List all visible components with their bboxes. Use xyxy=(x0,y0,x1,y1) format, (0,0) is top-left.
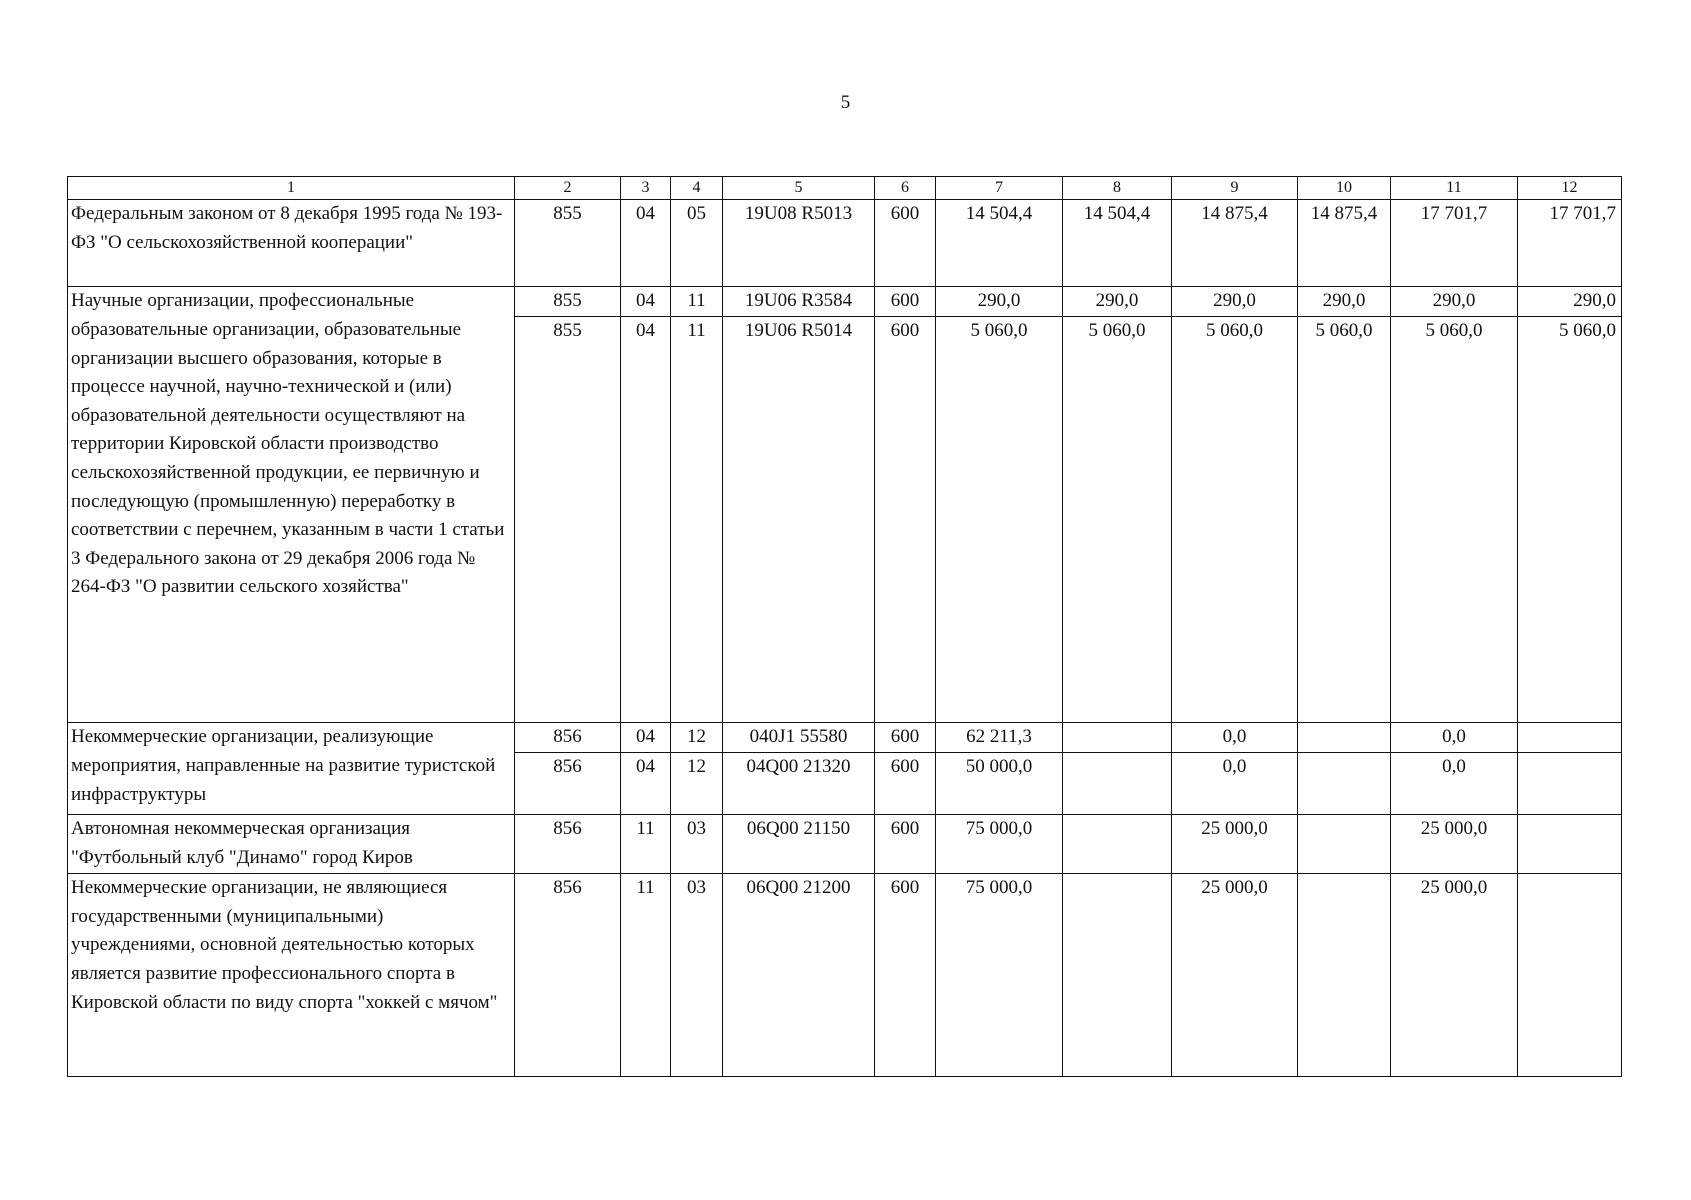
ministry-code-cell: 856 xyxy=(515,723,621,753)
ministry-code-cell: 856 xyxy=(515,752,621,815)
amount-cell: 0,0 xyxy=(1391,752,1518,815)
budget-table xyxy=(67,176,1622,1077)
amount-cell: 5 060,0 xyxy=(1298,316,1391,723)
amount-cell: 62 211,3 xyxy=(936,723,1063,753)
amount-cell: 5 060,0 xyxy=(1391,316,1518,723)
amount-cell xyxy=(1298,815,1391,874)
table-row xyxy=(68,752,1622,815)
amount-cell: 5 060,0 xyxy=(1063,316,1172,723)
column-header: 10 xyxy=(1298,177,1391,200)
amount-cell xyxy=(1518,874,1622,1077)
recipient-name-cell: Автономная некоммерческая организация "Футбольный клуб "Динамо" город Киров xyxy=(68,815,515,874)
amount-cell: 25 000,0 xyxy=(1172,874,1298,1077)
table-row xyxy=(68,874,1622,1077)
column-header: 3 xyxy=(621,177,671,200)
column-header: 7 xyxy=(936,177,1063,200)
section-code-cell: 11 xyxy=(621,874,671,1077)
subsection-code-cell: 11 xyxy=(671,287,723,317)
column-header: 1 xyxy=(68,177,515,200)
amount-cell: 25 000,0 xyxy=(1172,815,1298,874)
column-header: 12 xyxy=(1518,177,1622,200)
amount-cell: 14 504,4 xyxy=(1063,200,1172,287)
amount-cell: 290,0 xyxy=(1298,287,1391,317)
amount-cell: 0,0 xyxy=(1391,723,1518,753)
amount-cell: 5 060,0 xyxy=(936,316,1063,723)
section-code-cell: 11 xyxy=(621,815,671,874)
amount-cell xyxy=(1298,874,1391,1077)
target-item-cell: 19U06 R5014 xyxy=(723,316,875,723)
column-header: 11 xyxy=(1391,177,1518,200)
amount-cell xyxy=(1298,752,1391,815)
ministry-code-cell: 856 xyxy=(515,874,621,1077)
table-row xyxy=(68,815,1622,874)
header-row xyxy=(68,177,1622,200)
target-item-cell: 06Q00 21150 xyxy=(723,815,875,874)
section-code-cell: 04 xyxy=(621,287,671,317)
ministry-code-cell: 855 xyxy=(515,316,621,723)
amount-cell xyxy=(1298,723,1391,753)
target-item-cell: 06Q00 21200 xyxy=(723,874,875,1077)
amount-cell: 75 000,0 xyxy=(936,815,1063,874)
amount-cell: 5 060,0 xyxy=(1518,316,1622,723)
ministry-code-cell: 855 xyxy=(515,287,621,317)
amount-cell xyxy=(1063,874,1172,1077)
ministry-code-cell: 856 xyxy=(515,815,621,874)
subsection-code-cell: 03 xyxy=(671,815,723,874)
amount-cell xyxy=(1518,752,1622,815)
table-row xyxy=(68,316,1622,723)
table-row xyxy=(68,287,1622,317)
target-item-cell: 04Q00 21320 xyxy=(723,752,875,815)
table-row xyxy=(68,723,1622,753)
amount-cell: 0,0 xyxy=(1172,723,1298,753)
subsection-code-cell: 11 xyxy=(671,316,723,723)
target-item-cell: 19U06 R3584 xyxy=(723,287,875,317)
recipient-name-cell: мероприятия, направленные на развитие туристской инфраструктуры xyxy=(68,752,515,815)
recipient-name-cell: Научные организации, профессиональные xyxy=(68,287,515,317)
column-header: 2 xyxy=(515,177,621,200)
subsection-code-cell: 12 xyxy=(671,752,723,815)
ministry-code-cell: 855 xyxy=(515,200,621,287)
amount-cell xyxy=(1518,723,1622,753)
amount-cell xyxy=(1063,752,1172,815)
target-item-cell: 040J1 55580 xyxy=(723,723,875,753)
column-header: 9 xyxy=(1172,177,1298,200)
amount-cell: 290,0 xyxy=(1518,287,1622,317)
amount-cell: 75 000,0 xyxy=(936,874,1063,1077)
amount-cell: 290,0 xyxy=(1172,287,1298,317)
amount-cell: 14 504,4 xyxy=(936,200,1063,287)
amount-cell xyxy=(1063,815,1172,874)
target-item-cell: 19U08 R5013 xyxy=(723,200,875,287)
amount-cell: 290,0 xyxy=(1063,287,1172,317)
section-code-cell: 04 xyxy=(621,200,671,287)
expense-type-cell: 600 xyxy=(875,316,936,723)
recipient-name-cell: Федеральным законом от 8 декабря 1995 года № 193-ФЗ "О сельскохозяйственной кооперации" xyxy=(68,200,515,287)
expense-type-cell: 600 xyxy=(875,287,936,317)
amount-cell: 290,0 xyxy=(1391,287,1518,317)
amount-cell: 25 000,0 xyxy=(1391,815,1518,874)
amount-cell xyxy=(1518,815,1622,874)
expense-type-cell: 600 xyxy=(875,752,936,815)
amount-cell: 5 060,0 xyxy=(1172,316,1298,723)
amount-cell xyxy=(1063,723,1172,753)
subsection-code-cell: 12 xyxy=(671,723,723,753)
subsection-code-cell: 03 xyxy=(671,874,723,1077)
page-number: 5 xyxy=(840,92,851,113)
amount-cell: 290,0 xyxy=(936,287,1063,317)
expense-type-cell: 600 xyxy=(875,815,936,874)
amount-cell: 17 701,7 xyxy=(1518,200,1622,287)
amount-cell: 17 701,7 xyxy=(1391,200,1518,287)
amount-cell: 14 875,4 xyxy=(1298,200,1391,287)
section-code-cell: 04 xyxy=(621,316,671,723)
subsection-code-cell: 05 xyxy=(671,200,723,287)
amount-cell: 25 000,0 xyxy=(1391,874,1518,1077)
column-header: 8 xyxy=(1063,177,1172,200)
section-code-cell: 04 xyxy=(621,723,671,753)
amount-cell: 50 000,0 xyxy=(936,752,1063,815)
expense-type-cell: 600 xyxy=(875,874,936,1077)
table-row xyxy=(68,200,1622,287)
recipient-name-cell: образовательные организации, образовательные организации высшего образования, которые в процессе научной, научно-технической и (или) образовательной деятельности осуществляют на территории Кировской области производство сельскохозяйственной продукции, ее первичную и последующую (промышленную) переработку в соответствии с перечнем, указанным в части 1 статьи 3 Федерального закона от 29 декабря 2006 года № 264-ФЗ "О развитии сельского хозяйства" xyxy=(68,316,515,723)
recipient-name-cell: Некоммерческие организации, реализующие xyxy=(68,723,515,753)
recipient-name-cell: Некоммерческие организации, не являющиеся государственными (муниципальными) учреждениями, основной деятельностью которых является развитие профессионального спорта в Кировской области по виду спорта "хоккей с мячом" xyxy=(68,874,515,1077)
column-header: 6 xyxy=(875,177,936,200)
expense-type-cell: 600 xyxy=(875,723,936,753)
column-header: 4 xyxy=(671,177,723,200)
amount-cell: 0,0 xyxy=(1172,752,1298,815)
expense-type-cell: 600 xyxy=(875,200,936,287)
section-code-cell: 04 xyxy=(621,752,671,815)
amount-cell: 14 875,4 xyxy=(1172,200,1298,287)
column-header: 5 xyxy=(723,177,875,200)
